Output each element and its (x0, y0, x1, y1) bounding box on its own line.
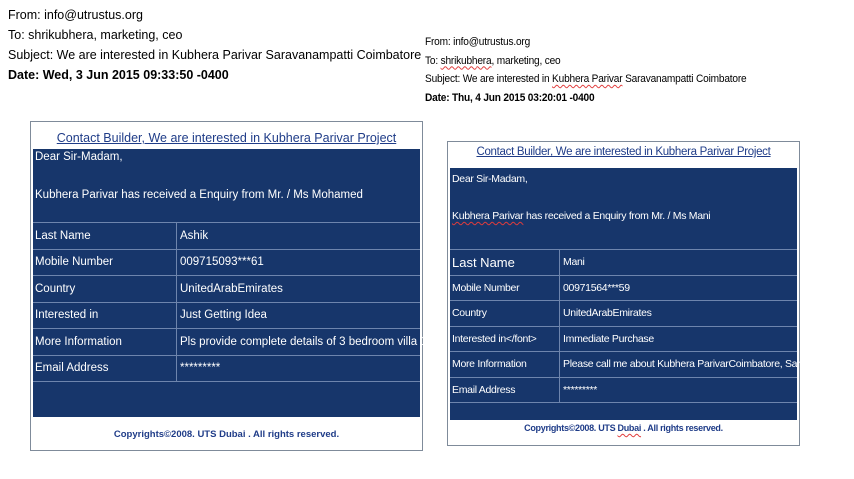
enquiry-panel (33, 149, 446, 417)
table-row (33, 223, 420, 250)
table-row (33, 303, 420, 330)
spellcheck-word: shrikubhera (440, 54, 492, 67)
spellcheck-word: Kubhera Parivar (552, 73, 623, 85)
details-table (33, 222, 446, 382)
enquiry-card-right (447, 141, 854, 446)
date-line: Date: Thu, 4 Jun 2015 03:20:01 -0400 (425, 91, 595, 104)
date-line: Date: Wed, 3 Jun 2015 09:33:50 -0400 (8, 68, 229, 82)
row-value: Pls provide complete details of 3 bedroom villa 1750 (176, 329, 420, 355)
row-value: Just Getting Idea (176, 303, 420, 329)
row-label: Mobile Number (35, 256, 113, 269)
subject-line: Subject: We are interested in Kubhera Parivar Saravanampatti Coimbatore (425, 73, 747, 85)
row-label: Interested in</font> (452, 332, 537, 345)
table-row (450, 327, 797, 353)
spellcheck-word: Kubhera Parivar (452, 210, 524, 222)
table-row (33, 276, 420, 303)
table-row (33, 250, 420, 277)
row-label: Last Name (35, 229, 91, 242)
card-title[interactable]: Contact Builder, We are interested in Kubhera Parivar Project (476, 146, 771, 158)
to-line: To: shrikubhera, marketing, ceo (425, 54, 561, 67)
greeting: Dear Sir-Madam, (452, 173, 528, 185)
table-row (33, 356, 420, 383)
table-row (450, 378, 797, 404)
from-line: From: info@utrustus.org (8, 8, 143, 22)
enquiry-card-left (30, 121, 446, 451)
email-header-right (425, 33, 746, 107)
card-title[interactable]: Contact Builder, We are interested in Kubhera Parivar Project (56, 131, 397, 145)
row-label: Country (452, 307, 487, 320)
row-value: Immediate Purchase (559, 327, 797, 352)
intro-text: Kubhera Parivar has received a Enquiry from Mr. / Ms Mani (452, 210, 711, 222)
row-label: More Information (35, 335, 122, 348)
enquiry-panel (450, 168, 854, 420)
row-label: Last Name (452, 254, 515, 270)
copyright-footer: Copyrights©2008. UTS Dubai . All rights reserved. (524, 423, 723, 433)
row-value: ********* (559, 378, 797, 403)
to-line: To: shrikubhera, marketing, ceo (8, 28, 183, 42)
from-line: From: info@utrustus.org (425, 36, 531, 48)
table-row (450, 352, 854, 378)
intro-text: Kubhera Parivar has received a Enquiry from Mr. / Ms Mohamed (35, 189, 363, 201)
row-value: Ashik (176, 223, 420, 249)
row-value: 00971564***59 (559, 276, 797, 301)
row-value: Mani (559, 250, 797, 275)
details-table (450, 249, 854, 403)
table-row (450, 276, 797, 302)
row-label: Country (35, 282, 76, 295)
copyright-footer: Copyrights©2008. UTS Dubai . All rights reserved. (113, 429, 340, 440)
row-label: Interested in (35, 309, 99, 322)
table-row (33, 329, 446, 356)
email-header-left (8, 5, 421, 85)
row-label: Email Address (452, 383, 516, 396)
row-value: ********* (176, 356, 420, 382)
row-value: UnitedArabEmirates (176, 276, 420, 302)
row-value: Please call me about Kubhera ParivarCoimbatore, Saravanampatti (559, 352, 797, 377)
table-row (450, 301, 797, 327)
subject-line: Subject: We are interested in Kubhera Parivar Saravanampatti Coimbatore (8, 48, 422, 62)
row-value: UnitedArabEmirates (559, 301, 797, 326)
table-row (450, 250, 797, 276)
greeting: Dear Sir-Madam, (35, 151, 123, 163)
row-label: Mobile Number (452, 281, 520, 294)
spellcheck-word: Dubai (617, 423, 642, 433)
row-label: Email Address (35, 362, 109, 375)
row-label: More Information (452, 358, 527, 371)
row-value: 009715093***61 (176, 250, 420, 276)
